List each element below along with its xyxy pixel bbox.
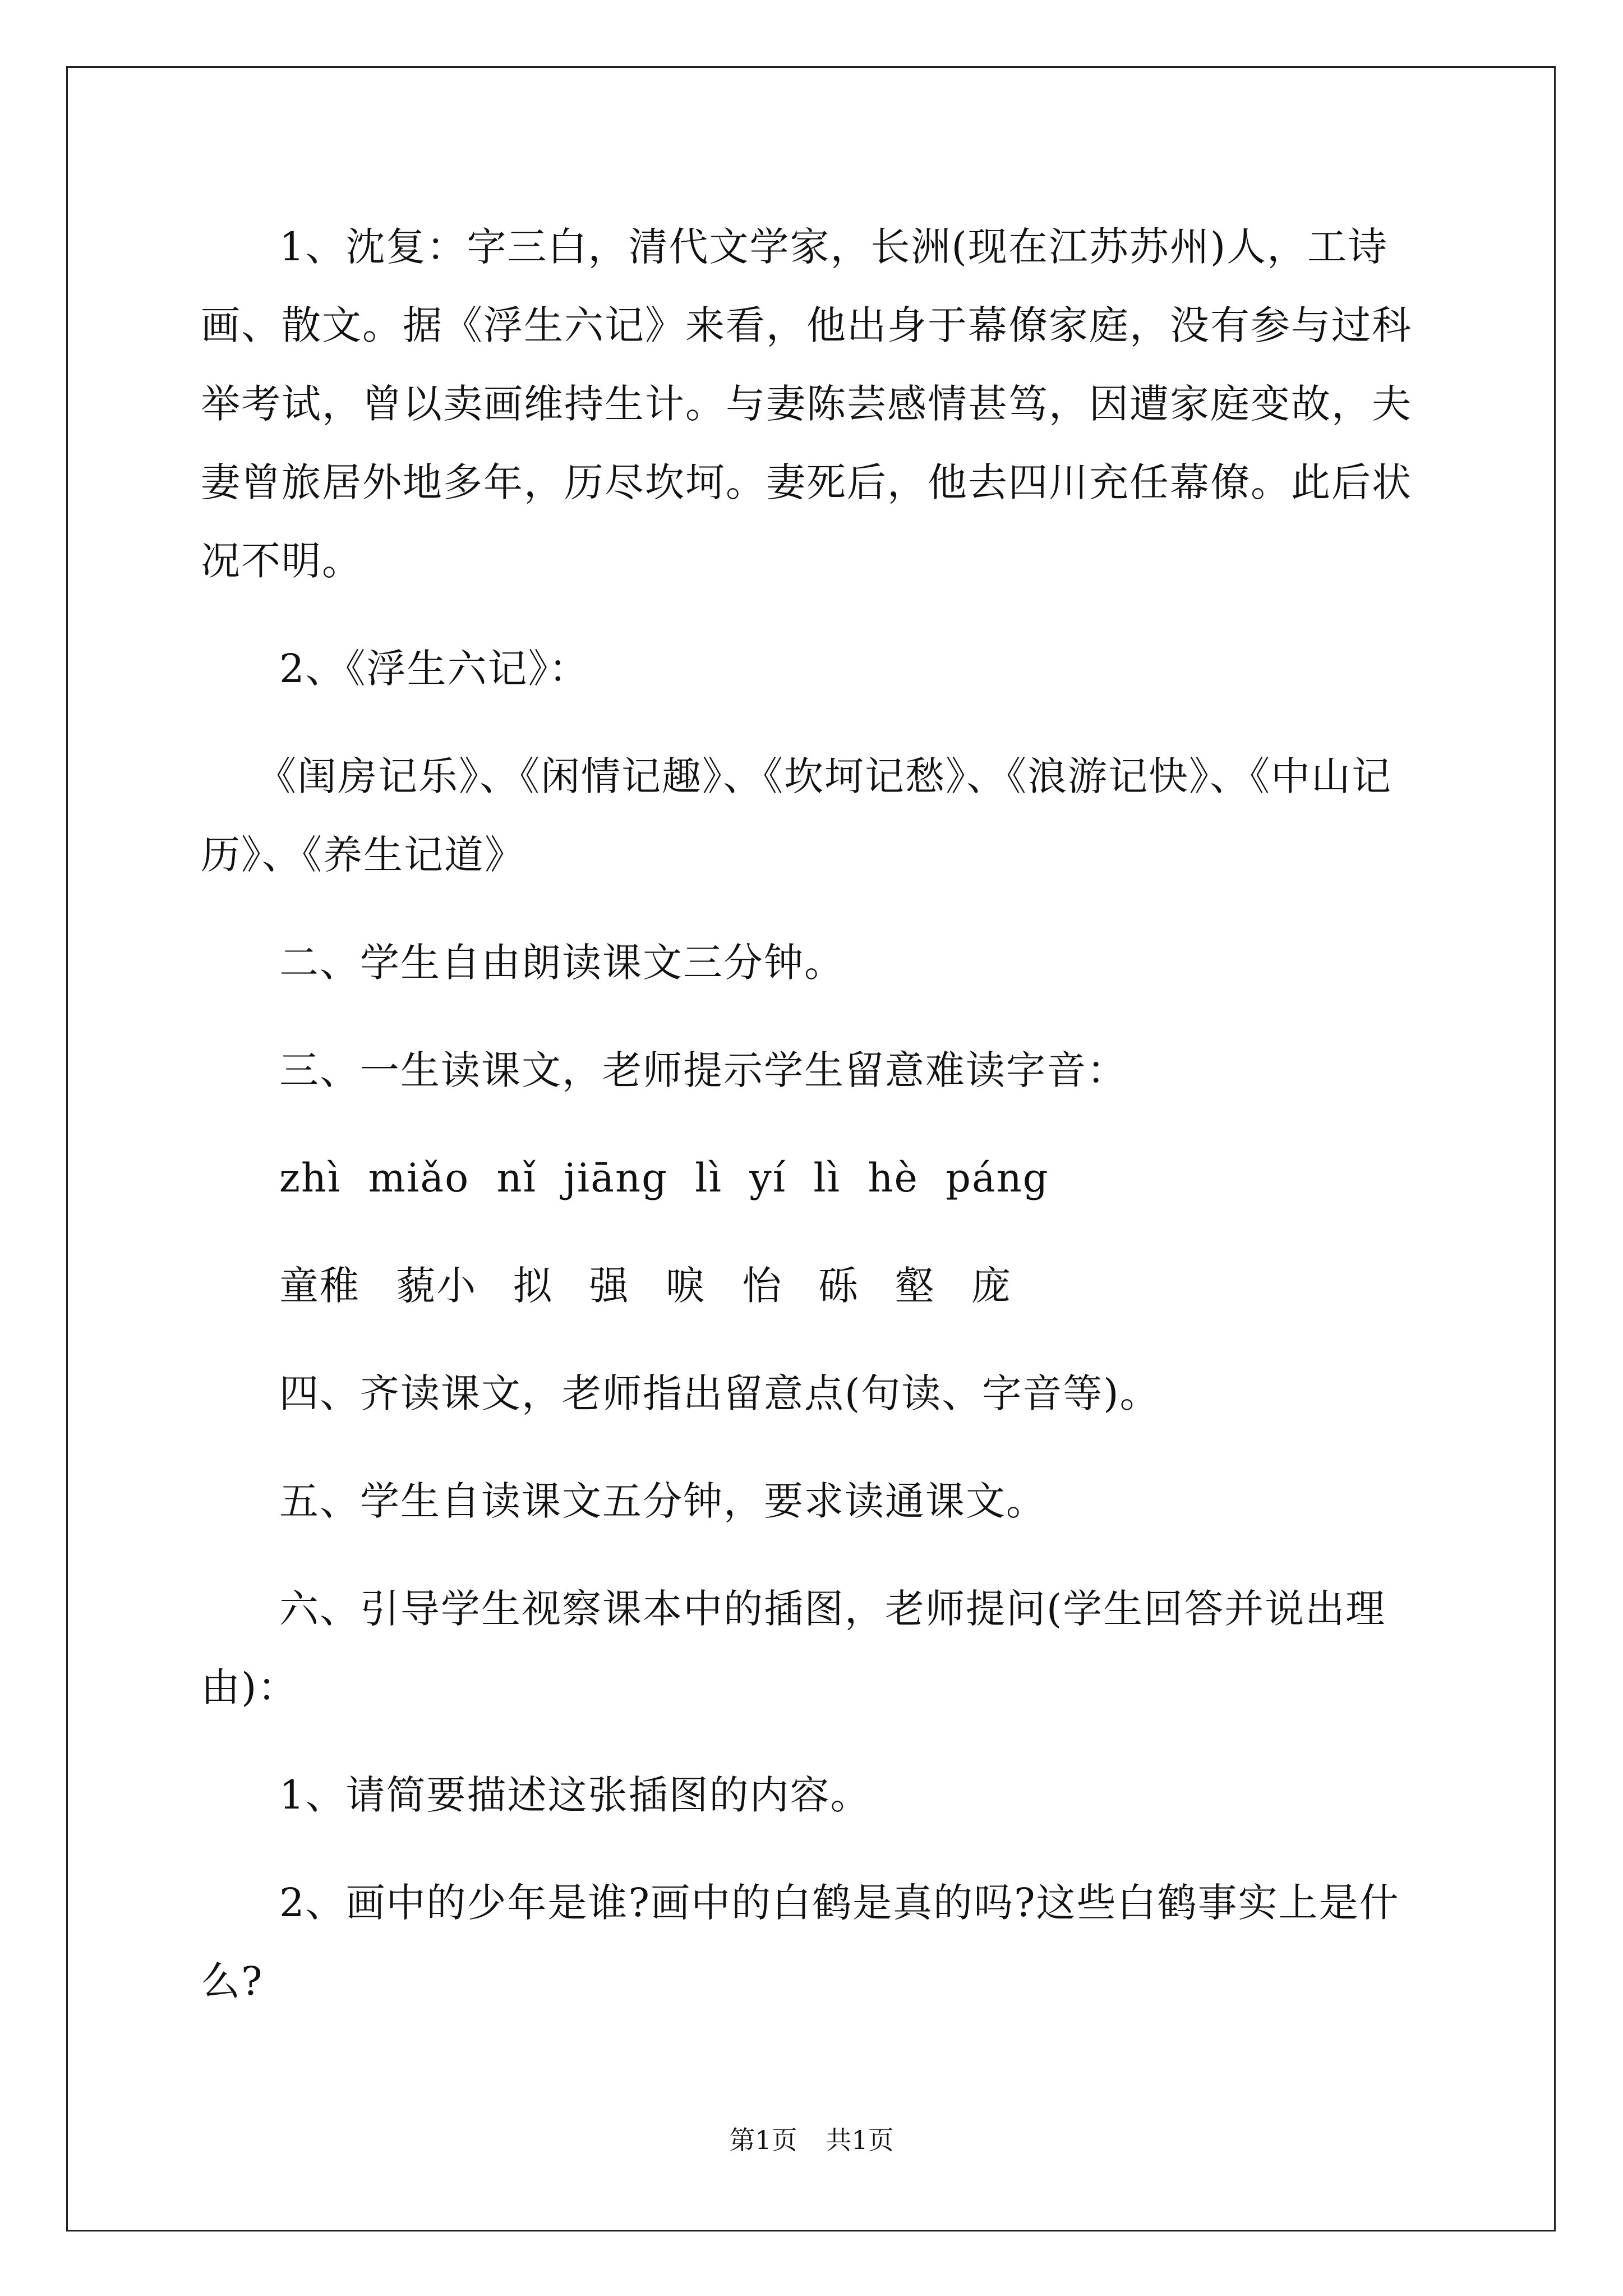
paragraph-step-5: 五、学生自读课文五分钟，要求读通课文。 <box>279 1478 1046 1524</box>
page-footer <box>0 2123 1623 2157</box>
pinyin-line: zhì miǎo nǐ jiāng lì yí lì hè páng <box>279 1155 1049 1201</box>
document-body <box>201 208 1424 2050</box>
paragraph-step-2: 二、学生自由朗读课文三分钟。 <box>279 940 845 986</box>
paragraph-step-3: 三、一生读课文，老师提示学生留意难读字音： <box>279 1047 1127 1093</box>
paragraph-book-title: 2、《浮生六记》： <box>279 646 589 692</box>
paragraph-author-intro: 1、沈复：字三白，清代文学家，长洲(现在江苏苏州)人，工诗画、散文。据《浮生六记》来看，他出身于幕僚家庭，没有参与过科举考试，曾以卖画维持生计。与妻陈芸感情甚笃，因遭家庭变故，夫妻曾旅居外地多年，历尽坎坷。妻死后，他去四川充任幕僚。此后状况不明。 <box>201 224 1412 584</box>
vocabulary-line: 童稚 藐小 拟 强 唳 怡 砾 壑 庞 <box>279 1263 1012 1309</box>
question-2: 2、画中的少年是谁?画中的白鹤是真的吗?这些白鹤事实上是什么? <box>201 1880 1400 2004</box>
page-number: 第1页 <box>729 2125 797 2155</box>
paragraph-step-4: 四、齐读课文，老师指出留意点(句读、字音等)。 <box>279 1370 1160 1416</box>
paragraph-step-6: 六、引导学生视察课本中的插图，老师提问(学生回答并说出理由)： <box>201 1586 1386 1710</box>
paragraph-chapter-list: 《闺房记乐》、《闲情记趣》、《坎坷记愁》、《浪游记快》、《中山记历》、《养生记道》 <box>201 753 1392 878</box>
question-1: 1、请简要描述这张插图的内容。 <box>279 1772 871 1818</box>
page-total: 共1页 <box>826 2125 894 2155</box>
